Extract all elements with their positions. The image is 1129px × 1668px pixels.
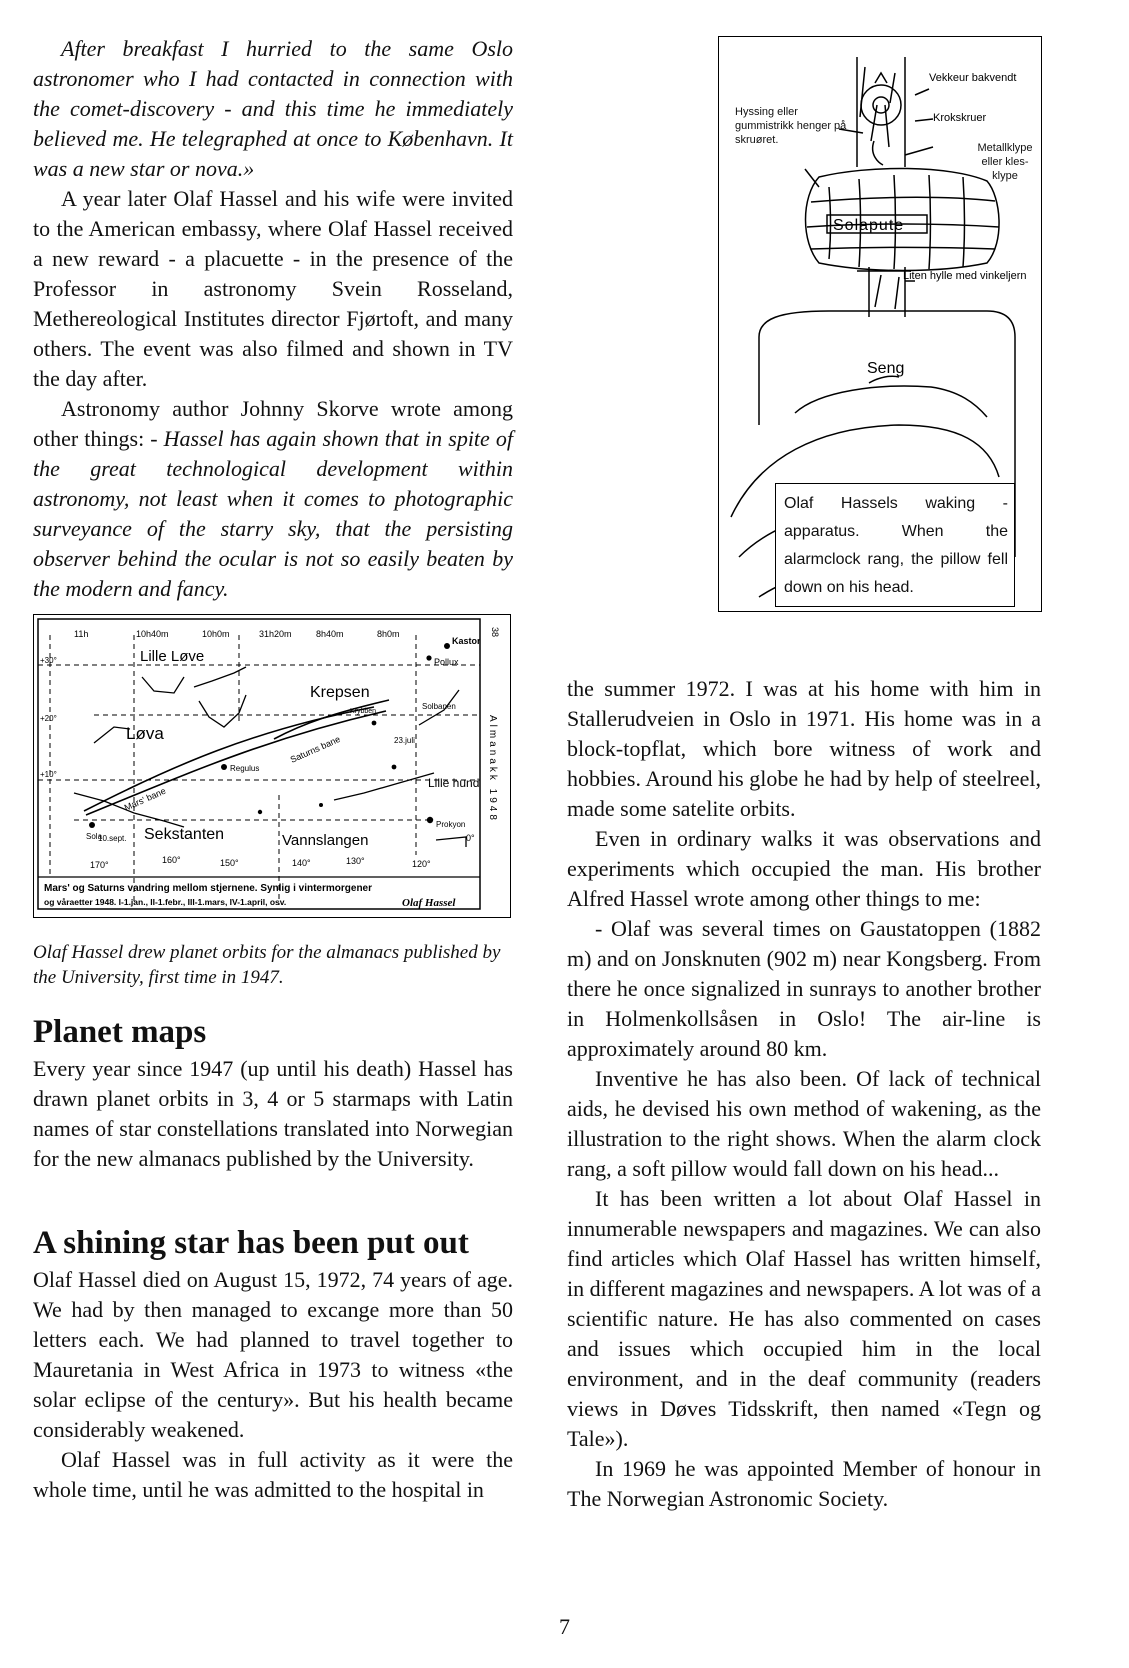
constellation-vannslangen: Vannslangen <box>282 832 369 849</box>
right-paragraph-2: Even in ordinary walks it was observations and experiments which occupied the man. His brother Alfred Hassel wrote among other things to me: <box>567 826 1041 911</box>
starmap-signature: Olaf Hassel <box>402 897 456 909</box>
planet-maps-heading: Planet maps <box>33 1014 207 1050</box>
star-prokyon: Prokyon <box>436 820 466 829</box>
page-number: 7 <box>559 1614 570 1639</box>
starmap-illustration <box>34 615 510 917</box>
star-krybben: Krybben <box>350 708 377 715</box>
starmap-date: 10.sept. <box>98 834 127 843</box>
right-column <box>567 674 1041 1514</box>
constellation-lille-hund: Lille hund <box>428 776 480 790</box>
right-paragraph-5: It has been written a lot about Olaf Hassel in innumerable newspapers and magazines. We can also find articles which Olaf Hassel has written himself, in different magazines and newspapers. A lot was of a scientific nature. He has also commented on cases and issues which occupied him in the local environment, and in the deaf community (readers views in Døves Tidsskrift, then named «Tegn og Tale»). <box>567 1186 1041 1451</box>
label-clock-text: Vekkeur bakvendt <box>929 72 1017 84</box>
right-paragraph-1: the summer 1972. I was at his home with him in Stallerudveien in Oslo in 1971. His home was in a block-topflat, which bore witness of work and hobbies. Around his globe he had by help of steelreel, made some satelite orbits. <box>567 676 1041 821</box>
starmap-bottom-tick: 150° <box>220 858 239 868</box>
pillow-label: Solapute <box>833 217 905 234</box>
shining-star-paragraph-1: Olaf Hassel died on August 15, 1972, 74 years of age. We had by then managed to excange more than 50 letters each. We had planned to travel together to Mauretania in West Africa in 1973 to witness «the solar eclipse of the century». But his health became considerably weakened. <box>33 1267 513 1442</box>
apparatus-caption: Olaf Hassels waking - apparatus. When the alarmclock rang, the pillow fell down on his head. <box>775 483 1015 607</box>
orbit-label-saturn: Saturns bane <box>288 733 342 765</box>
waking-apparatus-figure <box>718 36 1042 612</box>
starmap-dec-label: +30° <box>40 656 57 665</box>
starmap-top-tick: 10h0m <box>202 629 230 639</box>
shining-star-section <box>33 1223 513 1505</box>
planet-maps-section <box>33 1012 513 1174</box>
right-paragraph-3: - Olaf was several times on Gaustatoppen (1882 m) and on Jonsknuten (902 m) near Kongsberg. From there he once signalized in sunrays to another brother in Holmenkollsåsen in Oslo! The air-line is approximately around 80 km. <box>567 916 1041 1061</box>
paragraph-embassy: A year later Olaf Hassel and his wife were invited to the American embassy, where Olaf Hassel received a new reward - a placuette - in the presence of the Professor in astronomy Svein Rosseland, Methereological Institutes director Fjørtoft, and many others. The event was also filmed and shown in TV the day after. <box>33 186 513 391</box>
star-sola: Sola <box>86 832 103 841</box>
starmap-legend-line: Mars' og Saturns vandring mellom stjernene. Synlig i vintermorgener <box>44 883 373 894</box>
starmap-bottom-tick: 130° <box>346 856 365 866</box>
constellation-lille-love: Lille Løve <box>140 648 205 665</box>
starmap-top-tick: 8h40m <box>316 629 344 639</box>
constellation-sekstanten: Sekstanten <box>144 826 225 843</box>
starmap-bottom-tick: 140° <box>292 858 311 868</box>
orbit-label-mars: Mars' bane <box>122 785 168 813</box>
left-column-top <box>33 34 513 604</box>
starmap-date: 23.juli <box>394 736 415 745</box>
starmap-bottom-tick: 120° <box>412 859 431 869</box>
label-hook: Krokskruer <box>933 112 987 124</box>
starmap-top-tick: 8h0m <box>377 629 400 639</box>
starmap-bottom-tick: 160° <box>162 855 181 865</box>
constellation-krepsen: Krepsen <box>310 684 370 701</box>
skorve-intro: Astronomy author Johnny Skorve wrote among other things: <box>33 396 513 451</box>
right-paragraph-6: In 1969 he was appointed Member of honour in The Norwegian Astronomic Society. <box>567 1456 1041 1511</box>
label-string: Hyssing eller gummistrikk henger på skruøret. <box>735 106 847 146</box>
star-kastor: Kastor <box>452 636 481 646</box>
star-regulus: Regulus <box>230 764 260 773</box>
starmap-side-number: 38 <box>490 627 500 638</box>
starmap-legend-line: og våraetter 1948. I-1.jan., II-1.febr., III-1.mars, IV-1.april, osv. <box>44 897 287 907</box>
label-clock <box>929 72 1016 84</box>
shining-star-paragraph-2: Olaf Hassel was in full activity as it were the whole time, until he was admitted to the hospital in <box>33 1447 513 1502</box>
label-clip: Metallklype eller kles-klype <box>977 142 1033 182</box>
starmap-dec-label: 0° <box>466 833 475 843</box>
starmap-figure <box>33 614 511 918</box>
starmap-bottom-tick: 170° <box>90 860 109 870</box>
starmap-dec-label: +20° <box>40 714 57 723</box>
right-paragraph-4: Inventive he has also been. Of lack of technical aids, he devised his own method of wakening, as the illustration to the right shows. When the alarm clock rang, a soft pillow would fall down on his head... <box>567 1066 1041 1181</box>
starmap-dec-label: +10° <box>40 770 57 779</box>
paragraph-skorve <box>33 394 513 604</box>
planet-maps-text: Every year since 1947 (up until his death) Hassel has drawn planet orbits in 3, 4 or 5 starmaps with Latin names of star constellations translated into Norwegian for the new almanacs published by the University. <box>33 1056 513 1171</box>
skorve-quote: - Hassel has again shown that in spite of the great technological development within astronomy, not least when it comes to photographic surveyance of the starry sky, that the persisting observer behind the ocular is not so easily beaten by the modern and fancy. <box>33 426 514 601</box>
starmap-side-label: Almanakk 1948 <box>487 715 498 823</box>
starmap-top-tick: 11h <box>74 629 89 639</box>
label-shelf: Liten hylle med vinkeljern <box>903 270 1027 282</box>
bed-label: Seng <box>867 360 905 377</box>
constellation-love: Løva <box>126 724 164 743</box>
shining-star-heading: A shining star has been put out <box>33 1225 469 1261</box>
starmap-top-tick: 31h20m <box>259 629 292 639</box>
starmap-top-tick: 10h40m <box>136 629 169 639</box>
star-pollux: Pollux <box>434 657 459 667</box>
star-solbanen: Solbanen <box>422 702 456 711</box>
quote-paragraph: After breakfast I hurried to the same Oslo astronomer who I had contacted in connection with the comet-discovery - and this time he immediately believed me. He telegraphed at once to København. It was a new star or nova.» <box>33 36 513 181</box>
starmap-caption: Olaf Hassel drew planet orbits for the almanacs published by the University, first time in 1947. <box>33 942 501 988</box>
